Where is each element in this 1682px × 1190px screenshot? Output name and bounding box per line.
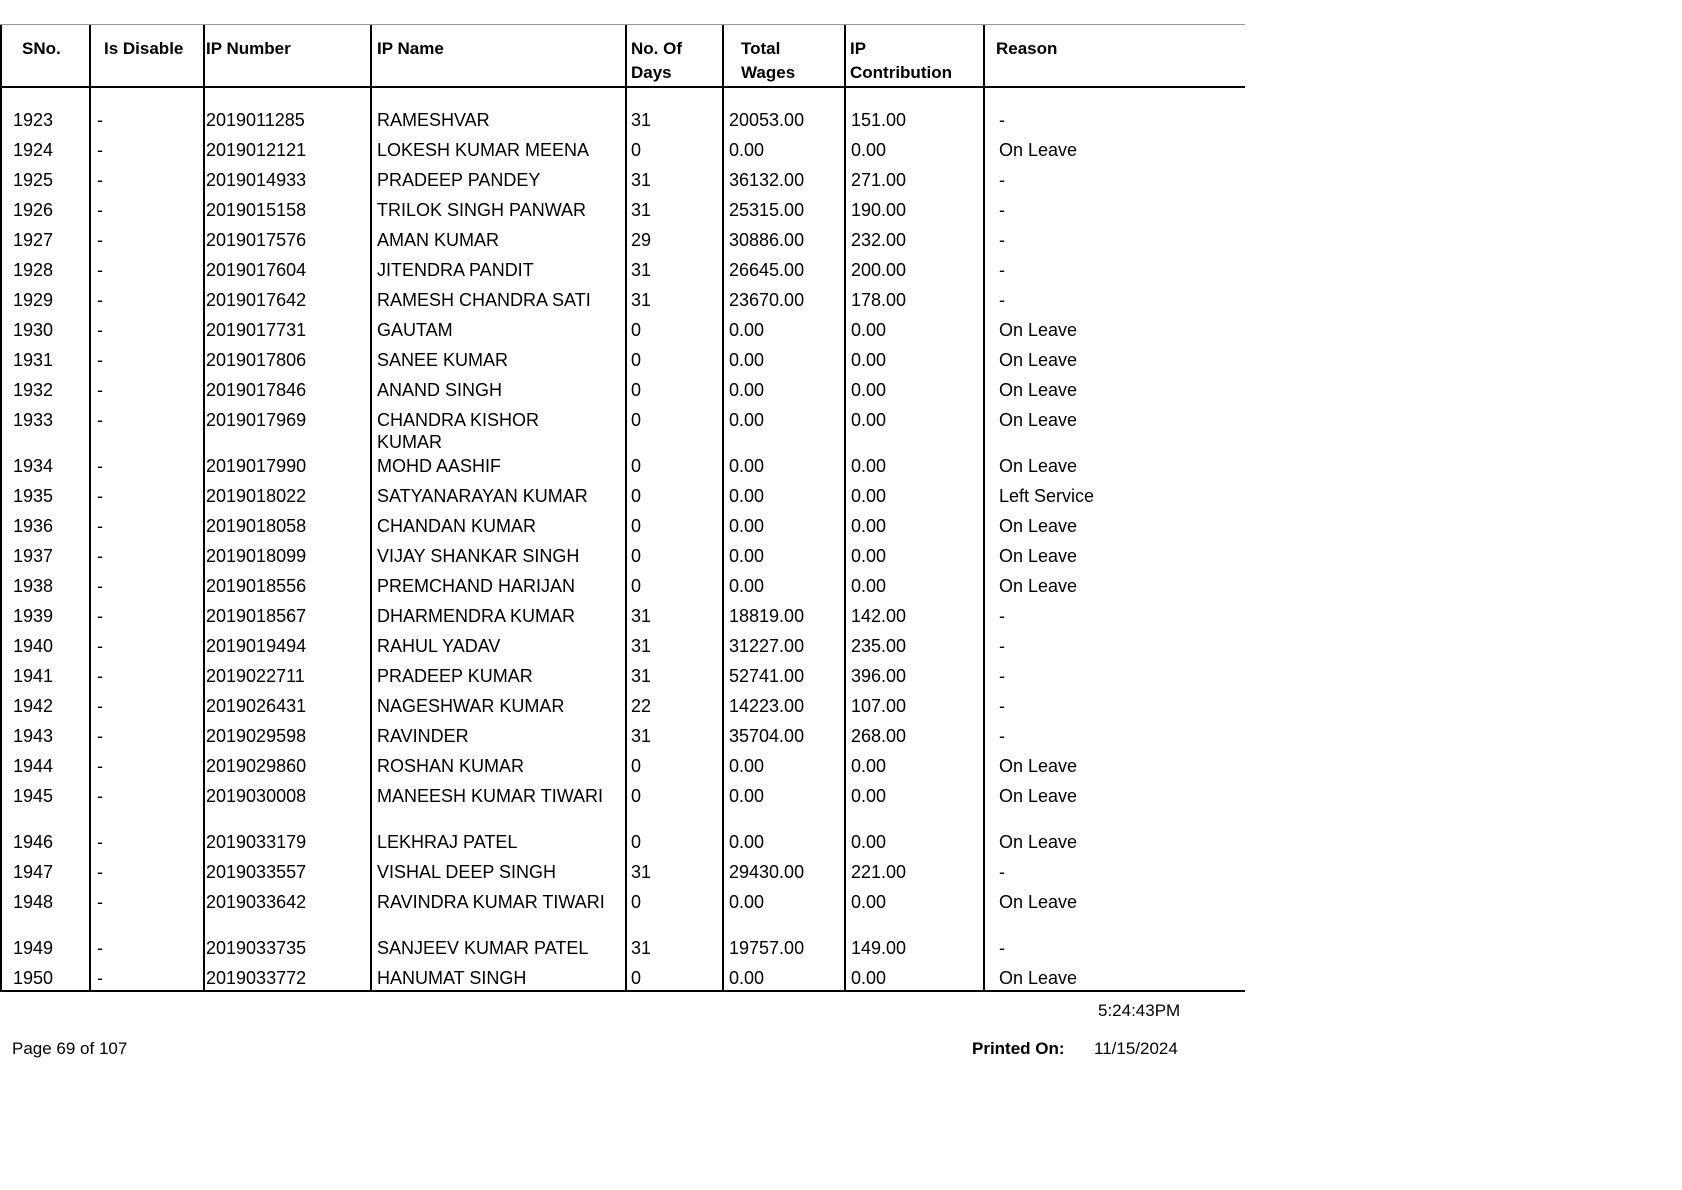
cell-is-disable: - [97, 350, 103, 370]
cell-ip-contribution: 0.00 [851, 486, 887, 506]
cell-no-of-days: 31 [631, 666, 652, 686]
cell-reason: On Leave [999, 892, 1078, 912]
cell-ip-number: 2019017990 [206, 456, 307, 476]
cell-sno: 1941 [13, 666, 54, 686]
cell-no-of-days: 0 [631, 456, 642, 476]
cell-reason: - [999, 290, 1005, 310]
cell-no-of-days: 31 [631, 606, 652, 626]
cell-no-of-days: 0 [631, 786, 642, 806]
cell-total-wages: 0.00 [729, 832, 765, 852]
cell-no-of-days: 31 [631, 938, 652, 958]
header-total-wages: Total Wages [741, 39, 796, 82]
cell-ip-number: 2019015158 [206, 200, 307, 220]
cell-ip-number: 2019033179 [206, 832, 307, 852]
cell-ip-contribution: 0.00 [851, 380, 887, 400]
cell-ip-contribution: 190.00 [851, 200, 907, 220]
cell-ip-contribution: 149.00 [851, 938, 907, 958]
cell-ip-name: SATYANARAYAN KUMAR [377, 486, 588, 506]
cell-sno: 1925 [13, 170, 54, 190]
cell-ip-contribution: 268.00 [851, 726, 907, 746]
cell-ip-name: MOHD AASHIF [377, 456, 502, 476]
cell-no-of-days: 0 [631, 350, 642, 370]
cell-sno: 1945 [13, 786, 54, 806]
cell-ip-name: RAVINDRA KUMAR TIWARI [377, 892, 605, 912]
cell-ip-name: JITENDRA PANDIT [377, 260, 534, 280]
cell-sno: 1929 [13, 290, 54, 310]
cell-ip-number: 2019017604 [206, 260, 307, 280]
cell-no-of-days: 0 [631, 576, 642, 596]
cell-ip-name: DHARMENDRA KUMAR [377, 606, 576, 626]
cell-ip-name: VISHAL DEEP SINGH [377, 862, 557, 882]
cell-is-disable: - [97, 786, 103, 806]
header-ip-name: IP Name [377, 39, 444, 58]
cell-is-disable: - [97, 110, 103, 130]
cell-reason: - [999, 666, 1005, 686]
cell-ip-number: 2019019494 [206, 636, 307, 656]
cell-reason: On Leave [999, 410, 1078, 430]
cell-sno: 1944 [13, 756, 54, 776]
cell-sno: 1924 [13, 140, 54, 160]
cell-reason: - [999, 938, 1005, 958]
header-sno: SNo. [22, 39, 61, 58]
cell-no-of-days: 0 [631, 832, 642, 852]
cell-reason: On Leave [999, 832, 1078, 852]
cell-reason: - [999, 230, 1005, 250]
cell-total-wages: 0.00 [729, 486, 765, 506]
cell-ip-number: 2019018099 [206, 546, 307, 566]
table-header [0, 25, 1245, 88]
cell-is-disable: - [97, 380, 103, 400]
cell-ip-number: 2019029598 [206, 726, 307, 746]
cell-is-disable: - [97, 170, 103, 190]
cell-sno: 1932 [13, 380, 54, 400]
cell-ip-contribution: 0.00 [851, 320, 887, 340]
cell-ip-number: 2019012121 [206, 140, 307, 160]
cell-ip-name: ROSHAN KUMAR [377, 756, 525, 776]
cell-ip-contribution: 142.00 [851, 606, 907, 626]
cell-ip-name: PRADEEP KUMAR [377, 666, 533, 686]
cell-ip-number: 2019017969 [206, 410, 307, 430]
cell-ip-number: 2019017576 [206, 230, 307, 250]
cell-no-of-days: 0 [631, 486, 642, 506]
cell-ip-name: RAMESHVAR [377, 110, 490, 130]
cell-total-wages: 23670.00 [729, 290, 805, 310]
cell-no-of-days: 29 [631, 230, 652, 250]
cell-sno: 1923 [13, 110, 54, 130]
cell-sno: 1931 [13, 350, 54, 370]
cell-is-disable: - [97, 516, 103, 536]
cell-total-wages: 0.00 [729, 546, 765, 566]
cell-no-of-days: 31 [631, 636, 652, 656]
cell-ip-number: 2019017731 [206, 320, 307, 340]
cell-total-wages: 19757.00 [729, 938, 805, 958]
cell-ip-number: 2019017846 [206, 380, 307, 400]
cell-total-wages: 30886.00 [729, 230, 805, 250]
cell-sno: 1939 [13, 606, 54, 626]
cell-sno: 1950 [13, 968, 54, 988]
cell-sno: 1940 [13, 636, 54, 656]
cell-ip-name: AMAN KUMAR [377, 230, 500, 250]
cell-ip-contribution: 0.00 [851, 410, 887, 430]
cell-total-wages: 0.00 [729, 456, 765, 476]
cell-no-of-days: 0 [631, 410, 642, 430]
printed-on-date: 11/15/2024 [1094, 1039, 1178, 1058]
cell-total-wages: 18819.00 [729, 606, 805, 626]
cell-ip-name: SANJEEV KUMAR PATEL [377, 938, 589, 958]
cell-total-wages: 35704.00 [729, 726, 805, 746]
cell-ip-name: ANAND SINGH [377, 380, 503, 400]
cell-ip-name: VIJAY SHANKAR SINGH [377, 546, 580, 566]
cell-ip-number: 2019011285 [206, 110, 305, 130]
cell-ip-number: 2019033735 [206, 938, 307, 958]
cell-no-of-days: 0 [631, 320, 642, 340]
cell-ip-name: RAMESH CHANDRA SATI [377, 290, 591, 310]
cell-is-disable: - [97, 892, 103, 912]
cell-ip-contribution: 0.00 [851, 516, 887, 536]
cell-no-of-days: 22 [631, 696, 652, 716]
cell-ip-contribution: 0.00 [851, 786, 887, 806]
cell-is-disable: - [97, 320, 103, 340]
cell-total-wages: 0.00 [729, 410, 765, 430]
cell-reason: - [999, 696, 1005, 716]
cell-ip-name: PRADEEP PANDEY [377, 170, 541, 190]
cell-is-disable: - [97, 290, 103, 310]
cell-ip-name: CHANDRA KISHOR KUMAR [377, 410, 540, 452]
cell-sno: 1938 [13, 576, 54, 596]
cell-reason: On Leave [999, 516, 1078, 536]
cell-reason: - [999, 606, 1005, 626]
cell-total-wages: 14223.00 [729, 696, 805, 716]
cell-no-of-days: 0 [631, 892, 642, 912]
cell-ip-contribution: 0.00 [851, 350, 887, 370]
cell-reason: - [999, 726, 1005, 746]
cell-ip-name: HANUMAT SINGH [377, 968, 527, 988]
cell-ip-contribution: 232.00 [851, 230, 907, 250]
cell-total-wages: 0.00 [729, 786, 765, 806]
cell-is-disable: - [97, 666, 103, 686]
header-no-of-days: No. Of Days [631, 39, 682, 82]
cell-total-wages: 29430.00 [729, 862, 805, 882]
cell-is-disable: - [97, 636, 103, 656]
cell-no-of-days: 0 [631, 380, 642, 400]
cell-sno: 1949 [13, 938, 54, 958]
cell-total-wages: 25315.00 [729, 200, 805, 220]
cell-ip-number: 2019017642 [206, 290, 307, 310]
cell-is-disable: - [97, 230, 103, 250]
cell-sno: 1947 [13, 862, 54, 882]
cell-total-wages: 0.00 [729, 320, 765, 340]
cell-is-disable: - [97, 756, 103, 776]
cell-no-of-days: 31 [631, 726, 652, 746]
cell-ip-name: GAUTAM [377, 320, 453, 340]
cell-total-wages: 0.00 [729, 350, 765, 370]
cell-ip-number: 2019018058 [206, 516, 307, 536]
cell-sno: 1927 [13, 230, 54, 250]
cell-is-disable: - [97, 260, 103, 280]
cell-ip-contribution: 396.00 [851, 666, 907, 686]
cell-ip-number: 2019018022 [206, 486, 307, 506]
cell-reason: On Leave [999, 786, 1078, 806]
cell-sno: 1942 [13, 696, 54, 716]
cell-sno: 1934 [13, 456, 54, 476]
cell-no-of-days: 0 [631, 756, 642, 776]
cell-ip-name: CHANDAN KUMAR [377, 516, 537, 536]
cell-is-disable: - [97, 546, 103, 566]
header-ip-number: IP Number [206, 39, 291, 58]
cell-total-wages: 0.00 [729, 380, 765, 400]
cell-reason: On Leave [999, 350, 1078, 370]
cell-is-disable: - [97, 410, 103, 430]
header-ip-contribution: IP Contribution [850, 39, 952, 82]
cell-ip-name: NAGESHWAR KUMAR [377, 696, 565, 716]
cell-reason: On Leave [999, 576, 1078, 596]
cell-total-wages: 36132.00 [729, 170, 805, 190]
cell-ip-number: 2019017806 [206, 350, 307, 370]
cell-ip-contribution: 0.00 [851, 576, 887, 596]
cell-sno: 1926 [13, 200, 54, 220]
cell-is-disable: - [97, 200, 103, 220]
contribution-table [0, 24, 1245, 992]
cell-sno: 1933 [13, 410, 54, 430]
cell-is-disable: - [97, 968, 103, 988]
cell-ip-number: 2019029860 [206, 756, 307, 776]
cell-ip-contribution: 107.00 [851, 696, 907, 716]
cell-ip-contribution: 221.00 [851, 862, 907, 882]
cell-ip-name: RAVINDER [377, 726, 469, 746]
cell-reason: - [999, 862, 1005, 882]
print-time: 5:24:43PM [1098, 1001, 1181, 1020]
cell-ip-contribution: 0.00 [851, 892, 887, 912]
cell-ip-contribution: 271.00 [851, 170, 907, 190]
cell-total-wages: 52741.00 [729, 666, 805, 686]
cell-reason: On Leave [999, 140, 1078, 160]
cell-sno: 1928 [13, 260, 54, 280]
cell-ip-contribution: 0.00 [851, 968, 887, 988]
cell-ip-contribution: 0.00 [851, 832, 887, 852]
cell-reason: - [999, 170, 1005, 190]
cell-ip-number: 2019033557 [206, 862, 307, 882]
cell-reason: On Leave [999, 756, 1078, 776]
cell-total-wages: 0.00 [729, 576, 765, 596]
cell-ip-number: 2019026431 [206, 696, 307, 716]
cell-total-wages: 31227.00 [729, 636, 805, 656]
cell-reason: - [999, 110, 1005, 130]
cell-ip-name: MANEESH KUMAR TIWARI [377, 786, 604, 806]
cell-reason: - [999, 200, 1005, 220]
header-reason: Reason [996, 39, 1058, 58]
cell-no-of-days: 31 [631, 200, 652, 220]
cell-ip-number: 2019033642 [206, 892, 307, 912]
cell-reason: Left Service [999, 486, 1095, 506]
cell-ip-number: 2019018567 [206, 606, 307, 626]
cell-no-of-days: 31 [631, 170, 652, 190]
cell-is-disable: - [97, 606, 103, 626]
cell-no-of-days: 31 [631, 290, 652, 310]
cell-sno: 1937 [13, 546, 54, 566]
cell-is-disable: - [97, 576, 103, 596]
cell-sno: 1946 [13, 832, 54, 852]
cell-no-of-days: 0 [631, 546, 642, 566]
cell-no-of-days: 31 [631, 862, 652, 882]
cell-ip-number: 2019014933 [206, 170, 307, 190]
cell-sno: 1930 [13, 320, 54, 340]
cell-total-wages: 20053.00 [729, 110, 805, 130]
cell-total-wages: 0.00 [729, 756, 765, 776]
cell-reason: On Leave [999, 546, 1078, 566]
cell-total-wages: 0.00 [729, 968, 765, 988]
cell-reason: - [999, 636, 1005, 656]
cell-ip-contribution: 0.00 [851, 140, 887, 160]
cell-no-of-days: 0 [631, 968, 642, 988]
cell-ip-name: TRILOK SINGH PANWAR [377, 200, 587, 220]
cell-sno: 1943 [13, 726, 54, 746]
cell-ip-contribution: 0.00 [851, 756, 887, 776]
cell-is-disable: - [97, 726, 103, 746]
cell-sno: 1948 [13, 892, 54, 912]
cell-ip-contribution: 235.00 [851, 636, 907, 656]
cell-ip-contribution: 200.00 [851, 260, 907, 280]
cell-total-wages: 0.00 [729, 140, 765, 160]
cell-sno: 1936 [13, 516, 54, 536]
cell-sno: 1935 [13, 486, 54, 506]
cell-is-disable: - [97, 862, 103, 882]
table-body [0, 88, 1245, 992]
cell-reason: On Leave [999, 456, 1078, 476]
cell-is-disable: - [97, 456, 103, 476]
cell-ip-name: RAHUL YADAV [377, 636, 501, 656]
cell-ip-name: LOKESH KUMAR MEENA [377, 140, 590, 160]
cell-is-disable: - [97, 696, 103, 716]
cell-ip-contribution: 178.00 [851, 290, 907, 310]
cell-reason: - [999, 260, 1005, 280]
cell-is-disable: - [97, 140, 103, 160]
cell-ip-name: SANEE KUMAR [377, 350, 509, 370]
cell-is-disable: - [97, 486, 103, 506]
page-number: Page 69 of 107 [12, 1039, 128, 1058]
cell-reason: On Leave [999, 320, 1078, 340]
cell-ip-number: 2019022711 [206, 666, 305, 686]
cell-ip-contribution: 0.00 [851, 456, 887, 476]
cell-no-of-days: 0 [631, 516, 642, 536]
cell-is-disable: - [97, 938, 103, 958]
printed-on-label: Printed On: [972, 1039, 1065, 1058]
cell-ip-number: 2019030008 [206, 786, 307, 806]
cell-ip-contribution: 0.00 [851, 546, 887, 566]
cell-ip-number: 2019018556 [206, 576, 307, 596]
header-is-disable: Is Disable [104, 39, 184, 58]
cell-reason: On Leave [999, 380, 1078, 400]
cell-total-wages: 0.00 [729, 892, 765, 912]
cell-no-of-days: 31 [631, 260, 652, 280]
cell-ip-number: 2019033772 [206, 968, 307, 988]
cell-reason: On Leave [999, 968, 1078, 988]
cell-total-wages: 26645.00 [729, 260, 805, 280]
cell-ip-name: PREMCHAND HARIJAN [377, 576, 576, 596]
cell-ip-contribution: 151.00 [851, 110, 907, 130]
cell-ip-name: LEKHRAJ PATEL [377, 832, 518, 852]
cell-no-of-days: 0 [631, 140, 642, 160]
cell-is-disable: - [97, 832, 103, 852]
cell-total-wages: 0.00 [729, 516, 765, 536]
cell-no-of-days: 31 [631, 110, 652, 130]
